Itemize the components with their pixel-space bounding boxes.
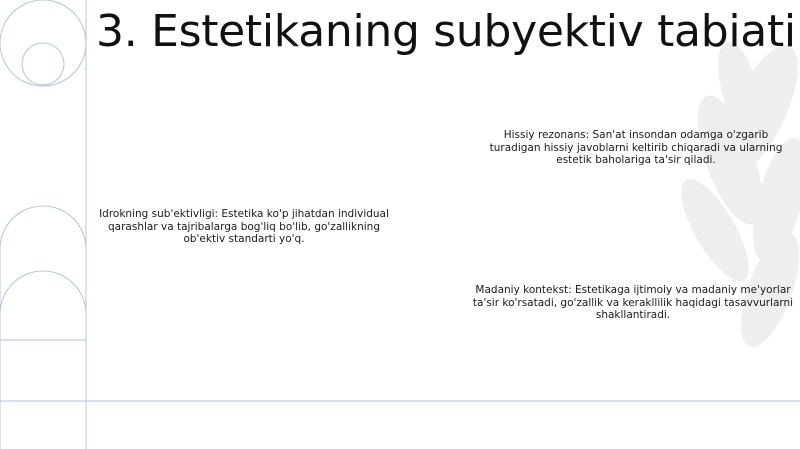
point-emotional-resonance: Hissiy rezonans: San'at insondan odamga o'zgarib turadigan hissiy javoblarni keltirib chiqaradi va ularning estetik baholariga ta'sir qiladi. — [489, 129, 783, 166]
slide-title: 3. Estetikaning subyektiv tabiati — [96, 6, 796, 57]
point-subjectivity-of-perception: Idrokning sub'ektivligi: Estetika ko'p jihatdan individual qarashlar va tajribalarga bog'liq bo'lib, go'zallikning ob'ektiv standarti yo'q. — [99, 208, 389, 245]
point-cultural-context: Madaniy kontekst: Estetikaga ijtimoiy va madaniy me'yorlar ta'sir ko'rsatadi, go'zallik va kerakllilik haqidagi tasavvurlarni shakllantiradi. — [472, 284, 794, 321]
